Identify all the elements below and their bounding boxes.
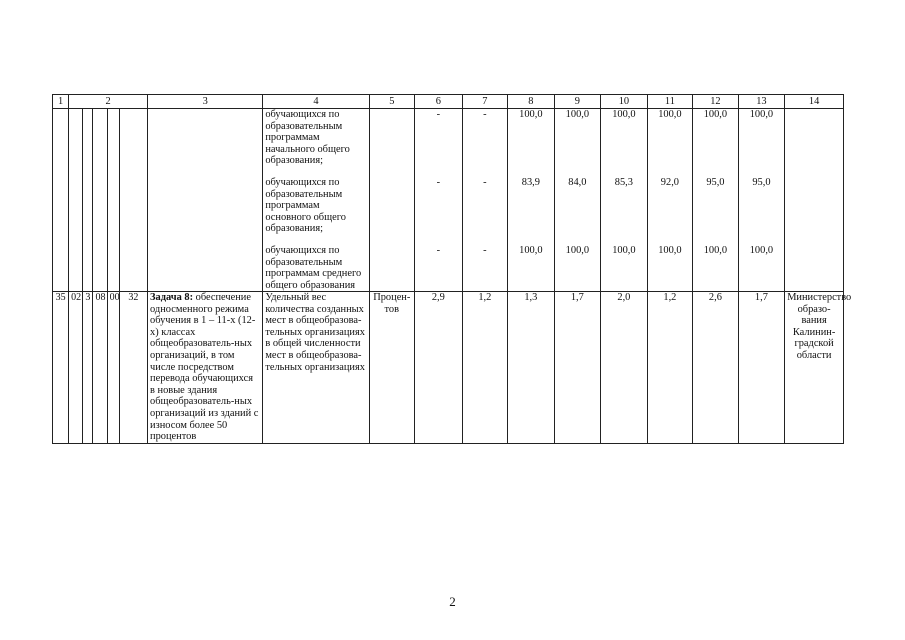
header-col-2: 2 xyxy=(69,95,148,109)
code-program: 35 xyxy=(53,292,69,444)
header-col-11: 11 xyxy=(647,95,693,109)
task-responsible: Министерство образо-вания Калинин-градской области xyxy=(785,292,844,444)
cont-col-10 xyxy=(601,109,648,292)
value-cell: - xyxy=(483,177,487,188)
value-cell: 100,0 xyxy=(658,245,682,256)
value-cell: 84,0 xyxy=(568,177,587,188)
cont-col-11 xyxy=(647,109,693,292)
cont-col-13 xyxy=(738,109,785,292)
task-value-10: 2,0 xyxy=(601,292,648,444)
value-cell: 100,0 xyxy=(749,245,774,256)
header-col-8: 8 xyxy=(508,95,555,109)
cont-cell-1 xyxy=(53,109,69,292)
task-title: Задача 8: xyxy=(150,292,194,303)
header-col-3: 3 xyxy=(148,95,263,109)
cont-col-6 xyxy=(415,109,463,292)
value-cell: 100,0 xyxy=(519,245,543,256)
task-value-12: 2,6 xyxy=(693,292,739,444)
value-cell: 100,0 xyxy=(703,109,728,120)
header-col-4: 4 xyxy=(263,95,369,109)
value-cell: - xyxy=(483,109,487,120)
task-description xyxy=(148,292,263,444)
header-col-13: 13 xyxy=(738,95,785,109)
value-cell: 100,0 xyxy=(749,109,774,120)
continuation-row xyxy=(53,109,844,292)
task-value-8: 1,3 xyxy=(508,292,555,444)
value-cell: - xyxy=(483,245,487,256)
header-col-6: 6 xyxy=(415,95,463,109)
indicator-primary-text: обучающихся по образовательным программам начального общего образования; xyxy=(265,109,350,167)
cont-cell-3 xyxy=(148,109,263,292)
value-cell: 83,9 xyxy=(521,177,540,188)
task-value-7: 1,2 xyxy=(462,292,508,444)
task-value-11: 1,2 xyxy=(647,292,693,444)
indicator-secondary-text: обучающихся по образовательным программам среднего общего образования xyxy=(265,245,362,291)
value-cell: 95,0 xyxy=(706,177,725,188)
cont-code-1 xyxy=(69,109,83,292)
value-cell: 100,0 xyxy=(703,245,728,256)
value-cell: 100,0 xyxy=(612,109,636,120)
header-col-9: 9 xyxy=(554,95,601,109)
cont-code-3 xyxy=(93,109,107,292)
code-goal: 08 xyxy=(93,292,107,444)
cont-code-4 xyxy=(107,109,119,292)
header-row xyxy=(53,95,844,109)
value-cell: - xyxy=(436,245,441,256)
value-cell: 100,0 xyxy=(612,245,636,256)
task-value-6: 2,9 xyxy=(415,292,463,444)
value-cell: - xyxy=(436,109,441,120)
header-col-1: 1 xyxy=(53,95,69,109)
task-text: обеспечение односменного режима обучения в 1 – 11-х (12-х) классах общеобразователь-ных организаций, в том числе посредством перевода обучающихся в новые здания общеобразователь-ных организаций из зданий с износом более 50 процентов xyxy=(150,292,259,443)
value-cell: 85,3 xyxy=(614,177,633,188)
cont-code-2 xyxy=(83,109,93,292)
program-indicators-table xyxy=(52,94,852,444)
code-indicator: 32 xyxy=(119,292,147,444)
cont-code-5 xyxy=(119,109,147,292)
value-cell: 95,0 xyxy=(752,177,771,188)
value-cell: 100,0 xyxy=(565,109,590,120)
value-cell: - xyxy=(436,177,441,188)
header-col-5: 5 xyxy=(369,95,415,109)
header-col-7: 7 xyxy=(462,95,508,109)
header-col-12: 12 xyxy=(693,95,739,109)
value-cell: 100,0 xyxy=(519,109,543,120)
header-col-14: 14 xyxy=(785,95,844,109)
page-number: 2 xyxy=(449,594,456,609)
cont-indicators-cell xyxy=(263,109,369,292)
cont-col-12 xyxy=(693,109,739,292)
code-event: 00 xyxy=(107,292,119,444)
value-cell: 92,0 xyxy=(660,177,679,188)
task-8-row xyxy=(53,292,844,444)
value-cell: 100,0 xyxy=(565,245,590,256)
task-value-13: 1,7 xyxy=(738,292,785,444)
task-value-9: 1,7 xyxy=(554,292,601,444)
code-type: 3 xyxy=(83,292,93,444)
cont-cell-14 xyxy=(785,109,844,292)
task-unit: Процен-тов xyxy=(369,292,415,444)
cont-col-9 xyxy=(554,109,601,292)
code-subprogram: 02 xyxy=(69,292,83,444)
cont-col-7 xyxy=(462,109,508,292)
cont-col-8 xyxy=(508,109,555,292)
indicator-basic-text: обучающихся по образовательным программам основного общего образования; xyxy=(265,177,346,235)
cont-cell-5 xyxy=(369,109,415,292)
task-indicator: Удельный вес количества созданных мест в общеобразова-тельных организациях в общей численности мест в общеобразова-тельных организациях xyxy=(263,292,369,444)
header-col-10: 10 xyxy=(601,95,648,109)
value-cell: 100,0 xyxy=(658,109,682,120)
